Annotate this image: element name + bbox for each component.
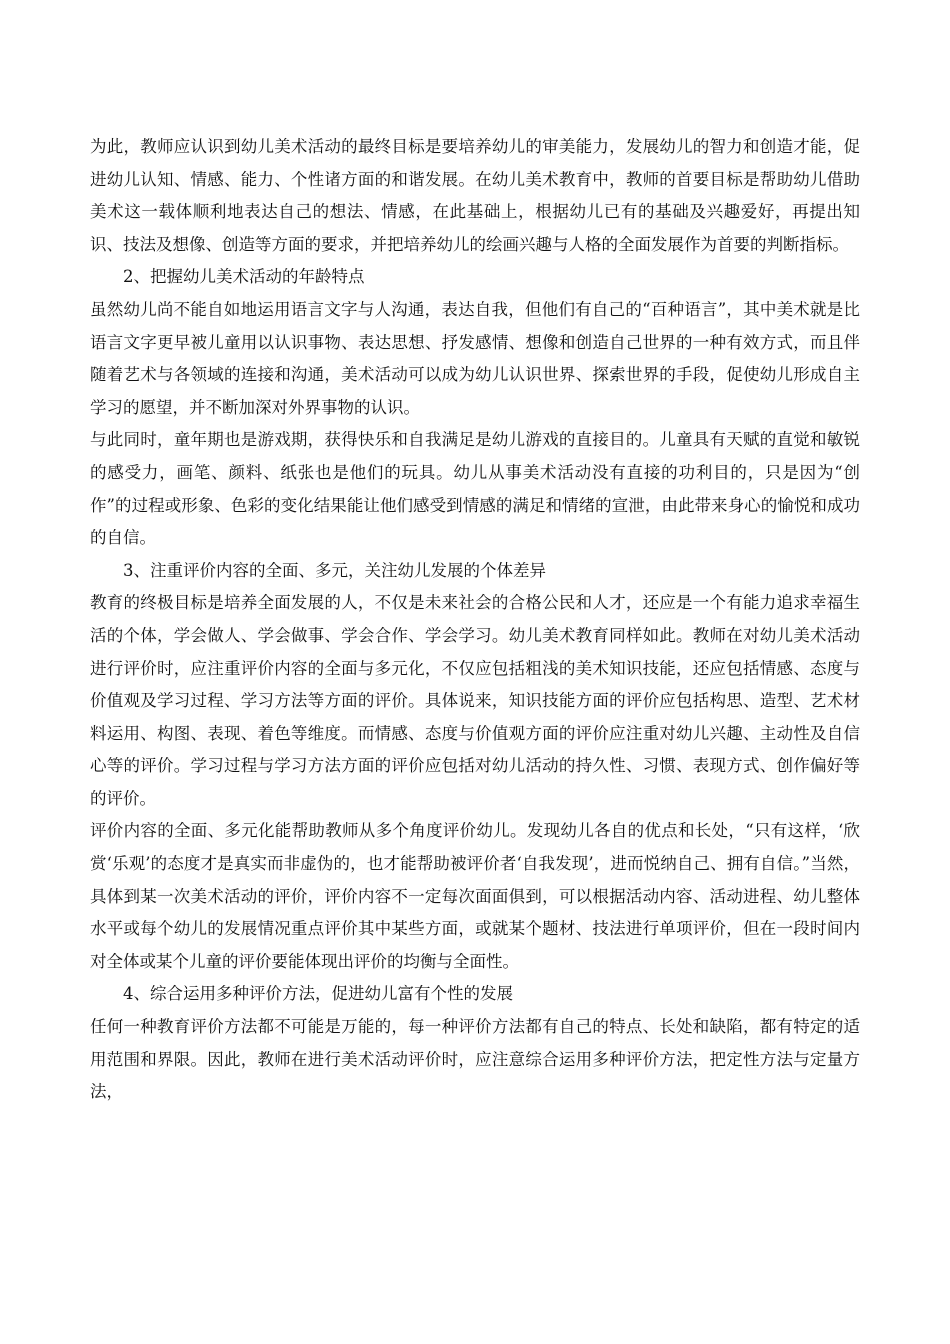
paragraph-methods: 任何一种教育评价方法都不可能是万能的，每一种评价方法都有自己的特点、长处和缺陷，都有特定的适用范围和界限。因此，教师在进行美术活动评价时，应注意综合运用多种评价方法，把定性方法与定量方法， bbox=[90, 1017, 860, 1102]
paragraph-multiple-angles: 评价内容的全面、多元化能帮助教师从多个角度评价幼儿。发现幼儿各自的优点和长处，“只有这样，‘欣赏‘乐观’的态度才是真实而非虚伪的，也才能帮助被评价者‘自我发现’，进而悦纳自己、拥有自信。”当然，具体到某一次美术活动的评价，评价内容不一定每次面面俱到，可以根据活动内容、活动进程、幼儿整体水平或每个幼儿的发展情况重点评价其中某些方面，或就某个题材、技法进行单项评价，但在一段时间内对全体或某个儿童的评价要能体现出评价的均衡与全面性。 bbox=[90, 821, 860, 971]
paragraph-play: 与此同时，童年期也是游戏期，获得快乐和自我满足是幼儿游戏的直接目的。儿童具有天赋的直觉和敏锐的感受力，画笔、颜料、纸张也是他们的玩具。幼儿从事美术活动没有直接的功利目的，只是因为“创作”的过程或形象、色彩的变化结果能让他们感受到情感的满足和情绪的宣泄，由此带来身心的愉悦和成功的自信。 bbox=[90, 430, 860, 548]
document-body bbox=[90, 131, 860, 1109]
section-heading-evaluation-methods: 4、综合运用多种评价方法，促进幼儿富有个性的发展 bbox=[123, 984, 513, 1004]
paragraph-ultimate-goal: 教育的终极目标是培养全面发展的人，不仅是未来社会的合格公民和人才，还应是一个有能力追求幸福生活的个体，学会做人、学会做事、学会合作、学会学习。幼儿美术教育同样如此。教师在对幼儿美术活动进行评价时，应注重评价内容的全面与多元化，不仅应包括粗浅的美术知识技能，还应包括情感、态度与价值观及学习过程、学习方法等方面的评价。具体说来，知识技能方面的评价应包括构思、造型、艺术材料运用、构图、表现、着色等维度。而情感、态度与价值观方面的评价应注重对幼儿兴趣、主动性及自信心等的评价。学习过程与学习方法方面的评价应包括对幼儿活动的持久性、习惯、表现方式、创作偏好等的评价。 bbox=[90, 593, 860, 808]
paragraph-goals: 为此，教师应认识到幼儿美术活动的最终目标是要培养幼儿的审美能力，发展幼儿的智力和创造才能，促进幼儿认知、情感、能力、个性诸方面的和谐发展。在幼儿美术教育中，教师的首要目标是帮助幼儿借助美术这一载体顺利地表达自己的想法、情感，在此基础上，根据幼儿已有的基础及兴趣爱好，再提出知识、技法及想像、创造等方面的要求，并把培养幼儿的绘画兴趣与人格的全面发展作为首要的判断指标。 bbox=[90, 137, 860, 254]
section-heading-age-features: 2、把握幼儿美术活动的年龄特点 bbox=[123, 267, 365, 287]
paragraph-language: 虽然幼儿尚不能自如地运用语言文字与人沟通，表达自我，但他们有自己的“百种语言”，其中美术就是比语言文字更早被儿童用以认识事物、表达思想、抒发感情、想像和创造自己世界的一种有效方式，而且伴随着艺术与各领域的连接和沟通，美术活动可以成为幼儿认识世界、探索世界的手段，促使幼儿形成自主学习的愿望，并不断加深对外界事物的认识。 bbox=[90, 299, 860, 417]
section-heading-evaluation-content: 3、注重评价内容的全面、多元，关注幼儿发展的个体差异 bbox=[123, 560, 546, 580]
